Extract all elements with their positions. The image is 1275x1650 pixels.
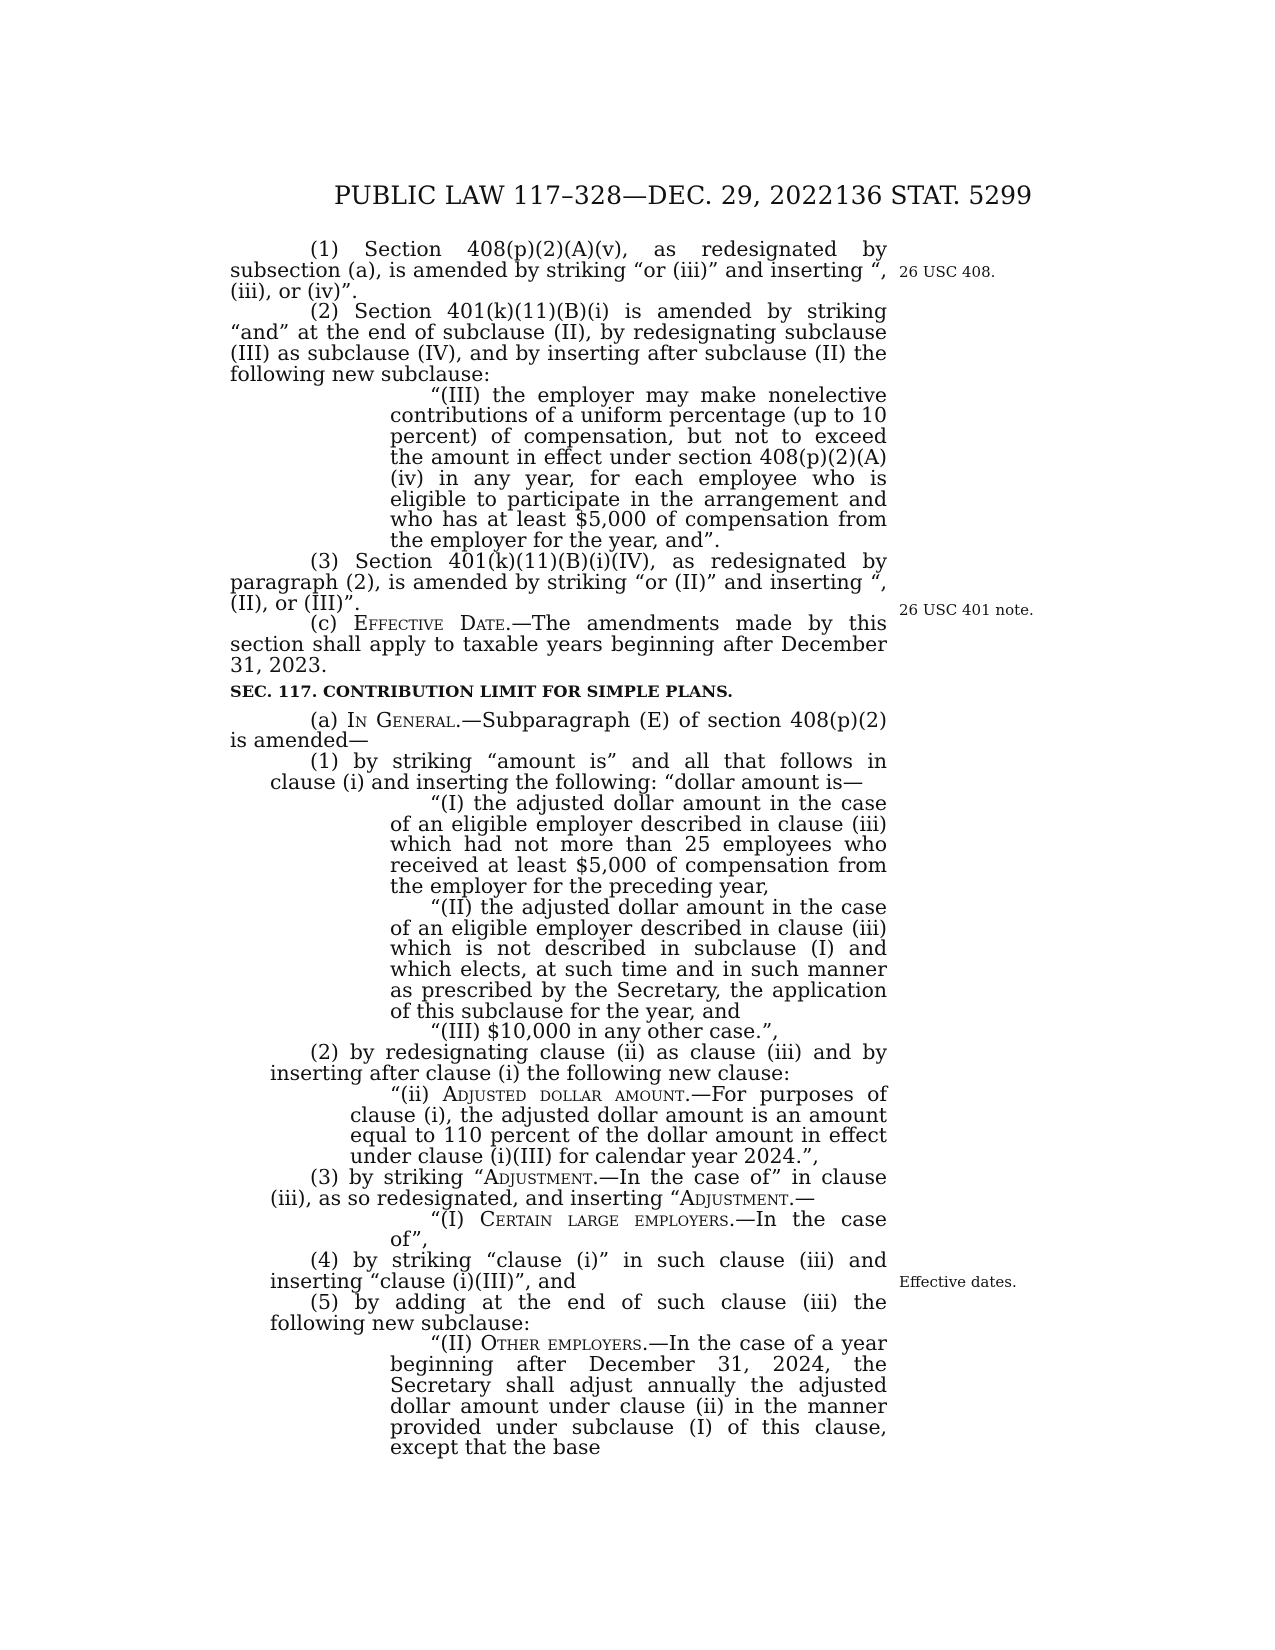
quoted-certain-large-employers: “(I) Certain large employers.—In the case of”, [390, 1206, 887, 1252]
quoted-clause-ii: “(ii) Adjusted dollar amount.—For purposes of clause (i), the adjusted dollar amount is an amount equal to 110 percent of the dollar amount in effect under clause (i)(III) for calendar year 2024.”, [350, 1081, 887, 1169]
paragraph-a3: (3) by striking “Adjustment.—In the case of” in clause (iii), as so redesignated, and inserting “Adjustment.— [270, 1165, 887, 1210]
margin-note-26-usc-408: 26 USC 408. [899, 263, 996, 281]
paragraph-a4: (4) by striking “clause (i)” in such clause (iii) and inserting “clause (i)(III)”, and [270, 1248, 887, 1294]
paragraph-a2: (2) by redesignating clause (ii) as clause (iii) and by inserting after clause (i) the following new clause: [270, 1040, 887, 1086]
quoted-subclause-iii: “(III) the employer may make nonelective contributions of a uniform percentage (up to 10 percent) of compensation, but not to exceed the amount in effect under section 408(p)(2)(A)(iv) in any year, for each employee who is eligible to participate in the arrangement and who has at least $5,000 of compensation from the employer for the year, and”. [390, 382, 887, 553]
quoted-subclause-ii: “(II) the adjusted dollar amount in the case of an eligible employer described in clause (iii) which is not described in subclause (I) and which elects, at such time and in such manner as prescribed by the Secretary, the application of this subclause for the year, and [390, 894, 887, 1023]
quoted-subclause-i: “(I) the adjusted dollar amount in the case of an eligible employer described in clause (iii) which had not more than 25 employees who received at least $5,000 of compensation from the employer for the preceding year, [390, 790, 887, 898]
running-header-title: PUBLIC LAW 117–328—DEC. 29, 2022 [334, 181, 834, 210]
margin-note-26-usc-401-note: 26 USC 401 note. [899, 601, 1034, 619]
quoted-subclause-iii-10000: “(III) $10,000 in any other case.”, [430, 1019, 779, 1044]
in-general-subsection: (a) In General.—Subparagraph (E) of section 408(p)(2) is amended— [230, 707, 887, 753]
statute-body [230, 239, 887, 1458]
effective-date-subsection: (c) Effective Date.—The amendments made by this section shall apply to taxable years beginning after December 31, 2023. [230, 611, 887, 677]
page-stat-number: 136 STAT. 5299 [834, 181, 1032, 210]
section-heading: SEC. 117. CONTRIBUTION LIMIT FOR SIMPLE PLANS. [230, 681, 733, 701]
paragraph-a1: (1) by striking “amount is” and all that follows in clause (i) and inserting the following: “dollar amount is— [270, 749, 887, 794]
paragraph-a5: (5) by adding at the end of such clause (iii) the following new subclause: [270, 1289, 887, 1335]
margin-note-effective-dates: Effective dates. [899, 1273, 1017, 1291]
paragraph-2: (2) Section 401(k)(11)(B)(i) is amended by striking “and” at the end of subclause (II), by redesignating subclause (III) as subclause (IV), and by inserting after subclause (II) the following new subclause: [230, 299, 887, 386]
paragraph-3: (3) Section 401(k)(11)(B)(i)(IV), as redesignated by paragraph (2), is amended by striking “or (II)” and inserting “, (II), or (III)”. [230, 548, 887, 615]
paragraph-1: (1) Section 408(p)(2)(A)(v), as redesignated by subsection (a), is amended by striking “or (iii)” and inserting “, (iii), or (iv)”. [230, 237, 887, 303]
quoted-other-employers: “(II) Other employers.—In the case of a year beginning after December 31, 2024, the Secretary shall adjust annually the adjusted dollar amount under clause (ii) in the manner provided under subclause (I) of this clause, except that the base [390, 1331, 887, 1460]
